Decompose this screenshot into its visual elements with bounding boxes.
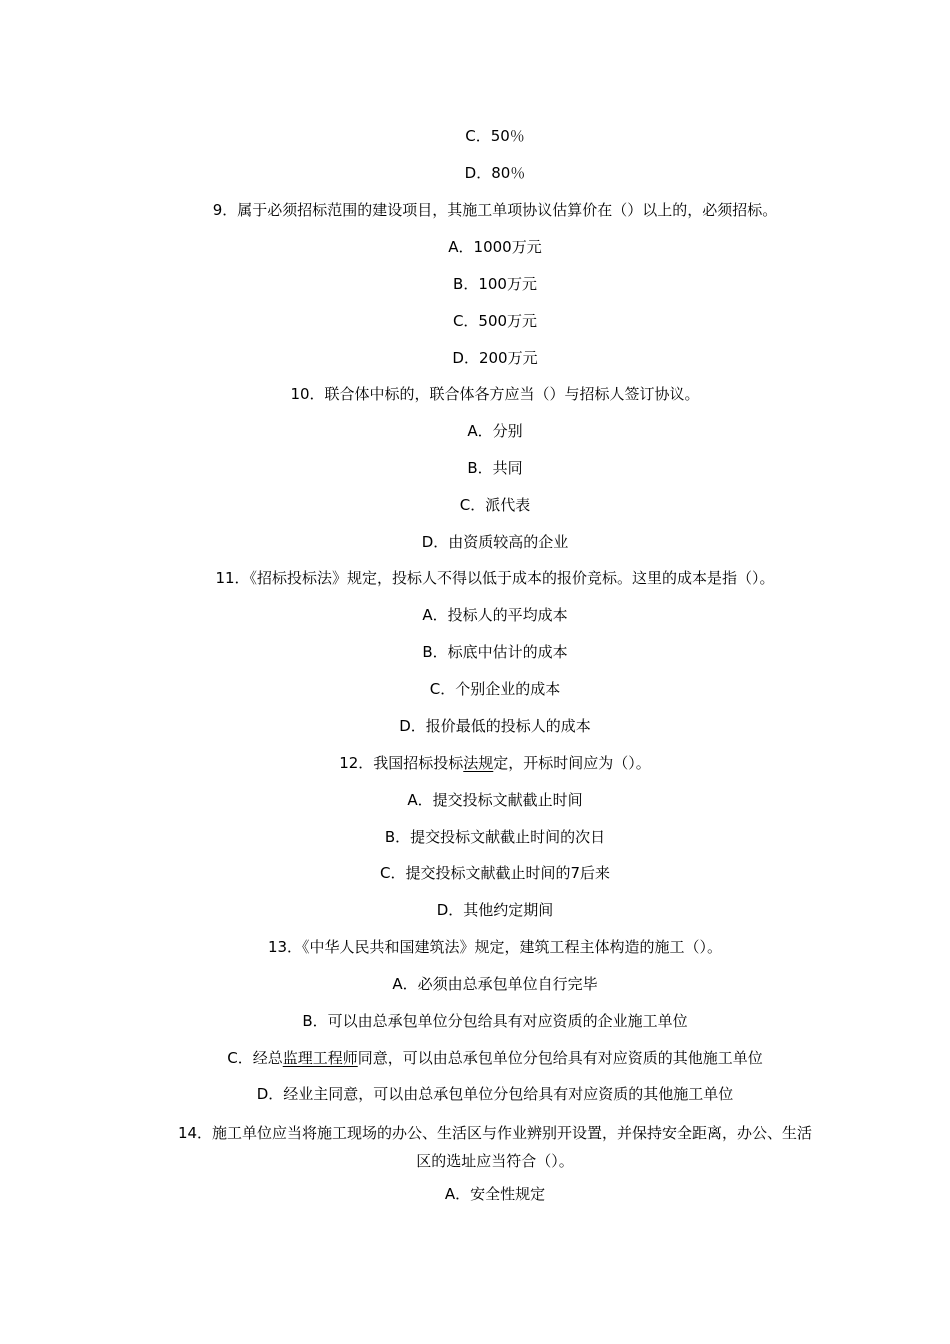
text-segment: A．分别 xyxy=(467,422,523,440)
text-line xyxy=(150,825,840,849)
text-line xyxy=(150,346,840,370)
text-line xyxy=(150,1009,840,1033)
text-segment: 9．属于必须招标范围的建设项目，其施工单项协议估算价在（）以上的，必须招标。 xyxy=(212,201,778,219)
text-segment: A．1000万元 xyxy=(448,238,542,256)
text-segment: C．经总 xyxy=(227,1049,283,1067)
text-segment: A．安全性规定 xyxy=(444,1185,546,1203)
text-segment: B．100万元 xyxy=(453,275,537,293)
text-segment: B．提交投标文献截止时间的次日 xyxy=(384,828,606,846)
text-line xyxy=(150,972,840,996)
text-segment: C．个别企业的成本 xyxy=(429,680,561,698)
text-line xyxy=(150,198,840,222)
text-line xyxy=(150,861,840,885)
underlined-term: 法规 xyxy=(463,754,494,772)
text-line xyxy=(150,714,840,738)
text-line xyxy=(150,640,840,664)
text-segment: D．报价最低的投标人的成本 xyxy=(399,717,591,735)
text-line xyxy=(150,1182,840,1206)
text-segment: C．派代表 xyxy=(459,496,531,514)
text-line xyxy=(150,788,840,812)
text-segment: 同意，可以由总承包单位分包给具有对应资质的其他施工单位 xyxy=(357,1049,763,1067)
text-segment: C．500万元 xyxy=(452,312,538,330)
text-line xyxy=(150,566,840,590)
text-line xyxy=(150,309,840,333)
text-line xyxy=(150,677,840,701)
text-segment: D．经业主同意，可以由总承包单位分包给具有对应资质的其他施工单位 xyxy=(256,1085,734,1103)
text-segment: A．提交投标文献截止时间 xyxy=(407,791,583,809)
text-segment: D．80％ xyxy=(464,164,526,182)
text-segment: 10．联合体中标的，联合体各方应当（）与招标人签订协议。 xyxy=(290,385,700,403)
text-segment: 12．我国招标投标 xyxy=(339,754,464,772)
text-segment: A．投标人的平均成本 xyxy=(422,606,568,624)
text-line xyxy=(150,161,840,185)
text-line xyxy=(150,272,840,296)
text-line xyxy=(150,530,840,554)
text-segment: D．由资质较高的企业 xyxy=(421,533,569,551)
text-line xyxy=(150,124,840,148)
text-segment: B．可以由总承包单位分包给具有对应资质的企业施工单位 xyxy=(302,1012,688,1030)
text-line xyxy=(150,1046,840,1070)
text-segment: A．必须由总承包单位自行完毕 xyxy=(392,975,598,993)
text-line xyxy=(175,1119,815,1175)
text-segment: B．共同 xyxy=(467,459,523,477)
text-line xyxy=(150,456,840,480)
text-segment: 定，开标时间应为（）。 xyxy=(493,754,651,772)
text-segment: D．200万元 xyxy=(452,349,538,367)
text-line xyxy=(150,493,840,517)
text-segment: 14．施工单位应当将施工现场的办公、生活区与作业辨别开设置，并保持安全距离，办公、生活区的选址应当符合（）。 xyxy=(177,1124,813,1170)
text-line xyxy=(150,235,840,259)
text-line xyxy=(150,935,840,959)
text-line xyxy=(150,382,840,406)
text-line xyxy=(150,751,840,775)
text-segment: 11．《招标投标法》规定，投标人不得以低于成本的报价竞标。这里的成本是指（）。 xyxy=(215,569,775,587)
text-segment: C．50％ xyxy=(465,127,525,145)
text-line xyxy=(150,603,840,627)
text-segment: 13．《中华人民共和国建筑法》规定，建筑工程主体构造的施工（）。 xyxy=(267,938,723,956)
text-segment: D．其他约定期间 xyxy=(436,901,554,919)
text-line xyxy=(150,898,840,922)
text-segment: B．标底中估计的成本 xyxy=(422,643,568,661)
text-line xyxy=(150,1082,840,1106)
text-segment: C．提交投标文献截止时间的7后来 xyxy=(379,864,611,882)
underlined-term: 监理工程师 xyxy=(282,1049,358,1067)
text-line xyxy=(150,419,840,443)
